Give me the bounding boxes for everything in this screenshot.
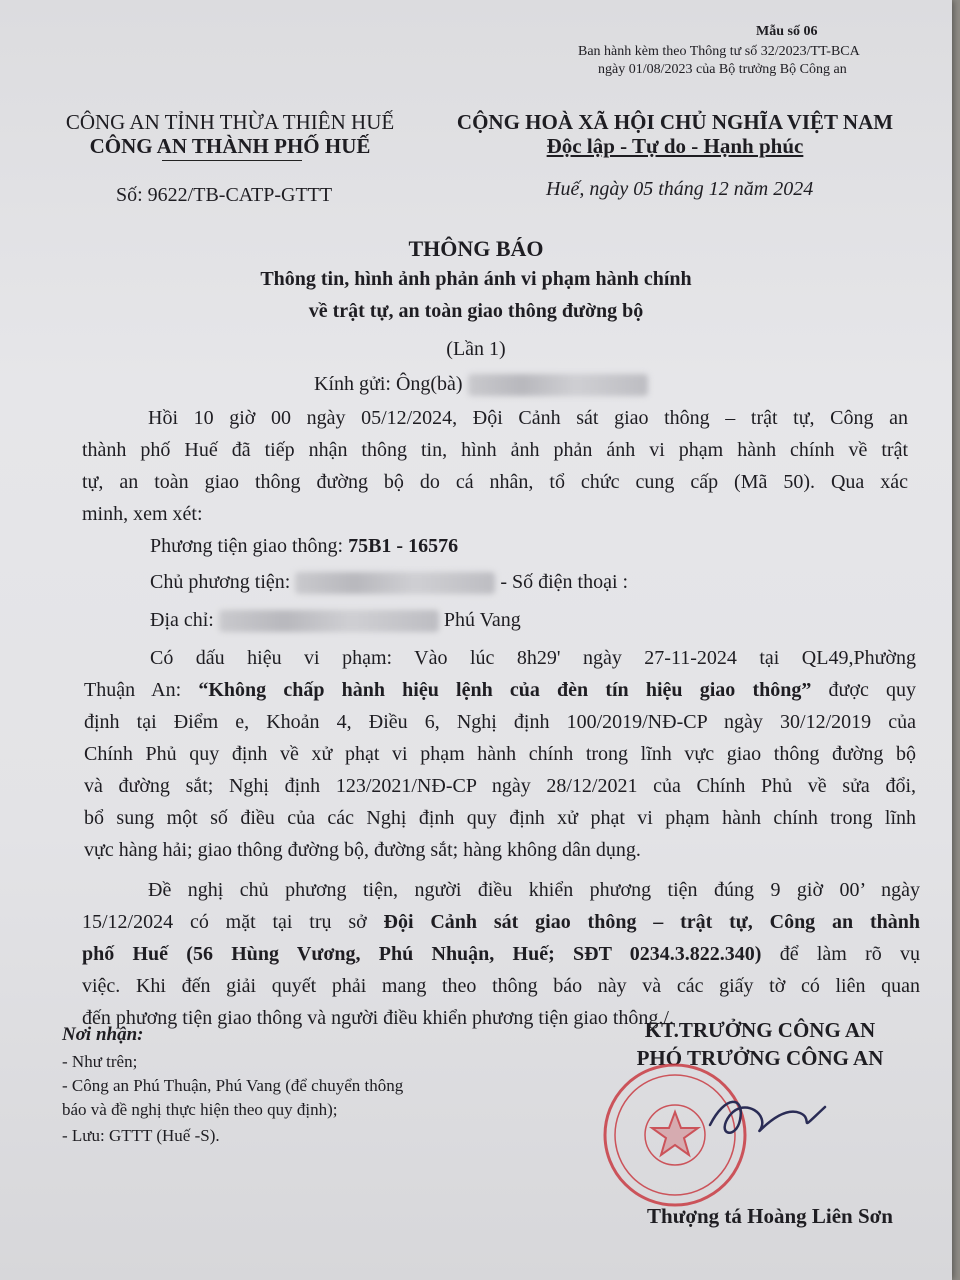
document-date: Huế, ngày 05 tháng 12 năm 2024 [546, 178, 814, 200]
office-address: phố Huế (56 Hùng Vương, Phú Nhuận, Huế; SĐT 0234.3.822.340) [82, 943, 762, 965]
address-line [150, 604, 521, 636]
recipients-item1: - Như trên; [62, 1052, 138, 1071]
document-subtitle2: về trật tự, an toàn giao thông đường bộ [308, 300, 644, 322]
recipients-heading: Nơi nhận: [62, 1024, 144, 1045]
notice-round: (Lần 1) [446, 338, 506, 360]
recipients-item3: - Lưu: GTTT (Huế -S). [62, 1126, 220, 1145]
violation-line2-tail: được quy [811, 679, 917, 701]
violation-line3: định tại Điểm e, Khoản 4, Điều 6, Nghị định 100/2019/NĐ-CP ngày 30/12/2019 của [84, 711, 916, 733]
signer-name: Thượng tá Hoàng Liên Sơn [647, 1204, 893, 1228]
org-line2: CÔNG AN THÀNH PHỐ HUẾ [89, 134, 371, 158]
violation-line5: và đường sắt; Nghị định 123/2021/NĐ-CP ngày 28/12/2021 của Chính Phủ về sửa đổi, [84, 775, 916, 797]
violation-description: “Không chấp hành hiệu lệnh của đèn tín hiệu giao thông” [198, 679, 812, 701]
form-issued-line2: ngày 01/08/2023 của Bộ trưởng Bộ Công an [598, 62, 847, 77]
request-line4: việc. Khi đến giải quyết phải mang theo thông báo này và các giấy tờ có liên quan [82, 975, 920, 997]
vehicle-label: Phương tiện giao thông: [150, 535, 344, 557]
recipient-label: Kính gửi: Ông(bà) [314, 373, 463, 395]
address-label: Địa chỉ: [150, 609, 214, 631]
violation-line2 [84, 674, 916, 706]
request-line3 [82, 938, 920, 970]
vehicle-line [150, 530, 458, 562]
recipients-item2a: - Công an Phú Thuận, Phú Vang (để chuyển thông [62, 1076, 404, 1095]
org-underline [162, 160, 302, 161]
national-motto-line1: CỘNG HOÀ XÃ HỘI CHỦ NGHĨA VIỆT NAM [456, 110, 894, 134]
document-number: Số: 9622/TB-CATP-GTTT [116, 184, 333, 206]
signer-title2: PHÓ TRƯỞNG CÔNG AN [636, 1046, 884, 1070]
request-line2 [82, 906, 920, 938]
redacted-address [219, 610, 439, 632]
document-subtitle1: Thông tin, hình ảnh phản ánh vi phạm hành chính [260, 268, 692, 290]
redacted-owner-name [295, 572, 495, 594]
request-line5: đến phương tiện giao thông và người điều khiển phương tiện giao thông./. [82, 1007, 674, 1029]
license-plate: 75B1 - 16576 [348, 535, 459, 557]
org-line1: CÔNG AN TỈNH THỪA THIÊN HUẾ [65, 110, 395, 134]
signer-title1: KT.TRƯỞNG CÔNG AN [644, 1018, 876, 1042]
violation-line1: Có dấu hiệu vi phạm: Vào lúc 8h29' ngày 27-11-2024 tại QL49,Phường [150, 647, 916, 669]
office-name: Đội Cảnh sát giao thông – trật tự, Công an thành [383, 911, 920, 933]
owner-line [150, 566, 628, 598]
recipient-line [314, 368, 648, 400]
request-line3-post: để làm rõ vụ [761, 943, 921, 965]
form-code: Mẫu số 06 [756, 24, 818, 39]
intro-line2: thành phố Huế đã tiếp nhận thông tin, hình ảnh phản ánh vi phạm hành chính về trật [82, 439, 908, 461]
form-issued-line1: Ban hành kèm theo Thông tư số 32/2023/TT-BCA [578, 44, 860, 59]
handwritten-signature [700, 1085, 840, 1155]
national-motto-line2: Độc lập - Tự do - Hạnh phúc [546, 134, 804, 158]
violation-line7: vực hàng hải; giao thông đường bộ, đường sắt; hàng không dân dụng. [84, 839, 641, 861]
phone-label: - Số điện thoại : [500, 571, 629, 593]
intro-line4: minh, xem xét: [82, 503, 203, 525]
recipients-item2b: báo và đề nghị thực hiện theo quy định); [62, 1100, 338, 1119]
violation-line4: Chính Phủ quy định về xử phạt vi phạm hành chính trong lĩnh vực giao thông đường bộ [84, 743, 916, 765]
violation-line6: bổ sung một số điều của các Nghị định quy định xử phạt vi phạm hành chính trong lĩnh [84, 807, 916, 829]
intro-line1: Hồi 10 giờ 00 ngày 05/12/2024, Đội Cảnh sát giao thông – trật tự, Công an [148, 407, 908, 429]
owner-label: Chủ phương tiện: [150, 571, 291, 593]
request-line1: Đề nghị chủ phương tiện, người điều khiển phương tiện đúng 9 giờ 00’ ngày [148, 879, 920, 901]
violation-location-tail: Thuận An: [84, 679, 199, 701]
address-tail: Phú Vang [443, 609, 521, 631]
redacted-recipient-name [468, 374, 648, 396]
intro-line3: tự, an toàn giao thông đường bộ do cá nhân, tổ chức cung cấp (Mã 50). Qua xác [82, 471, 908, 493]
document-title: THÔNG BÁO [408, 236, 544, 261]
request-line2-pre: 15/12/2024 có mặt tại trụ sở [82, 911, 384, 933]
